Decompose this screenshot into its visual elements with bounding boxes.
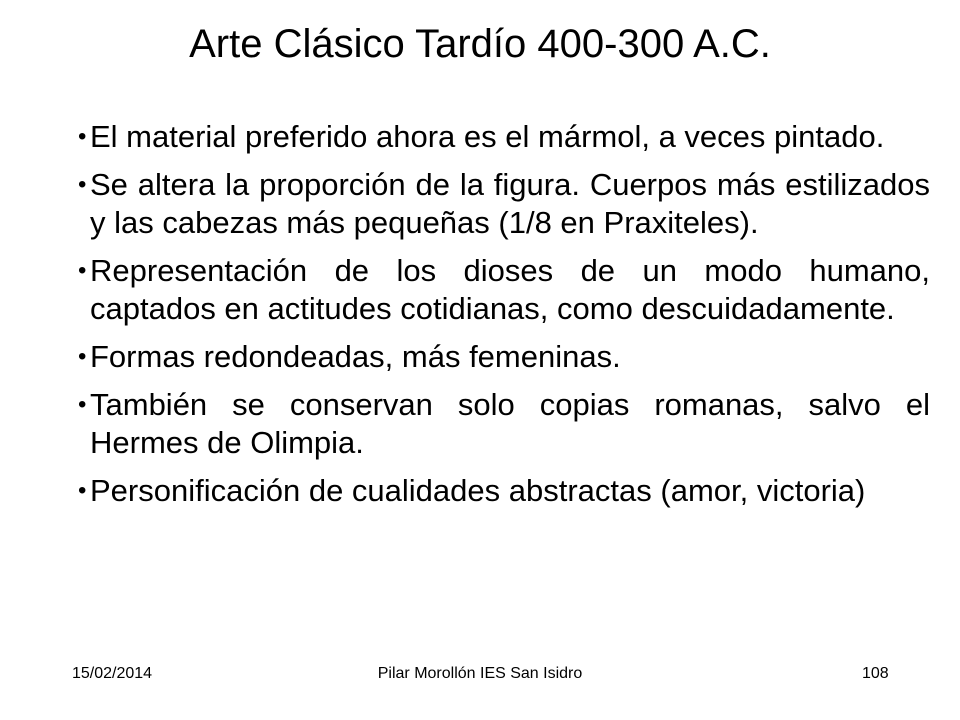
bullet-text: Personificación de cualidades abstractas (amor, victoria) <box>90 473 866 508</box>
bullet-item <box>78 118 930 156</box>
bullet-icon: • <box>78 123 87 150</box>
bullet-icon: • <box>78 391 87 418</box>
bullet-icon: • <box>78 257 87 284</box>
bullet-list <box>78 118 930 520</box>
footer-date: 15/02/2014 <box>72 665 153 682</box>
bullet-item <box>78 472 930 510</box>
bullet-item <box>78 386 930 462</box>
bullet-item <box>78 338 930 376</box>
bullet-text: El material preferido ahora es el mármol, a veces pintado. <box>90 119 885 154</box>
bullet-text: También se conservan solo copias romanas, salvo el Hermes de Olimpia. <box>90 387 930 460</box>
bullet-item <box>78 166 930 242</box>
bullet-icon: • <box>78 477 87 504</box>
bullet-icon: • <box>78 171 87 198</box>
bullet-icon: • <box>78 343 87 370</box>
slide-title: Arte Clásico Tardío 400-300 A.C. <box>189 22 771 66</box>
bullet-text: Se altera la proporción de la figura. Cuerpos más estilizados y las cabezas más pequeñas (1/8 en Praxiteles). <box>90 167 930 240</box>
bullet-text: Formas redondeadas, más femeninas. <box>90 339 621 374</box>
footer-page-number: 108 <box>862 665 889 682</box>
bullet-item <box>78 252 930 328</box>
bullet-text: Representación de los dioses de un modo humano, captados en actitudes cotidianas, como descuidadamente. <box>90 253 930 326</box>
footer-author: Pilar Morollón IES San Isidro <box>377 665 583 682</box>
